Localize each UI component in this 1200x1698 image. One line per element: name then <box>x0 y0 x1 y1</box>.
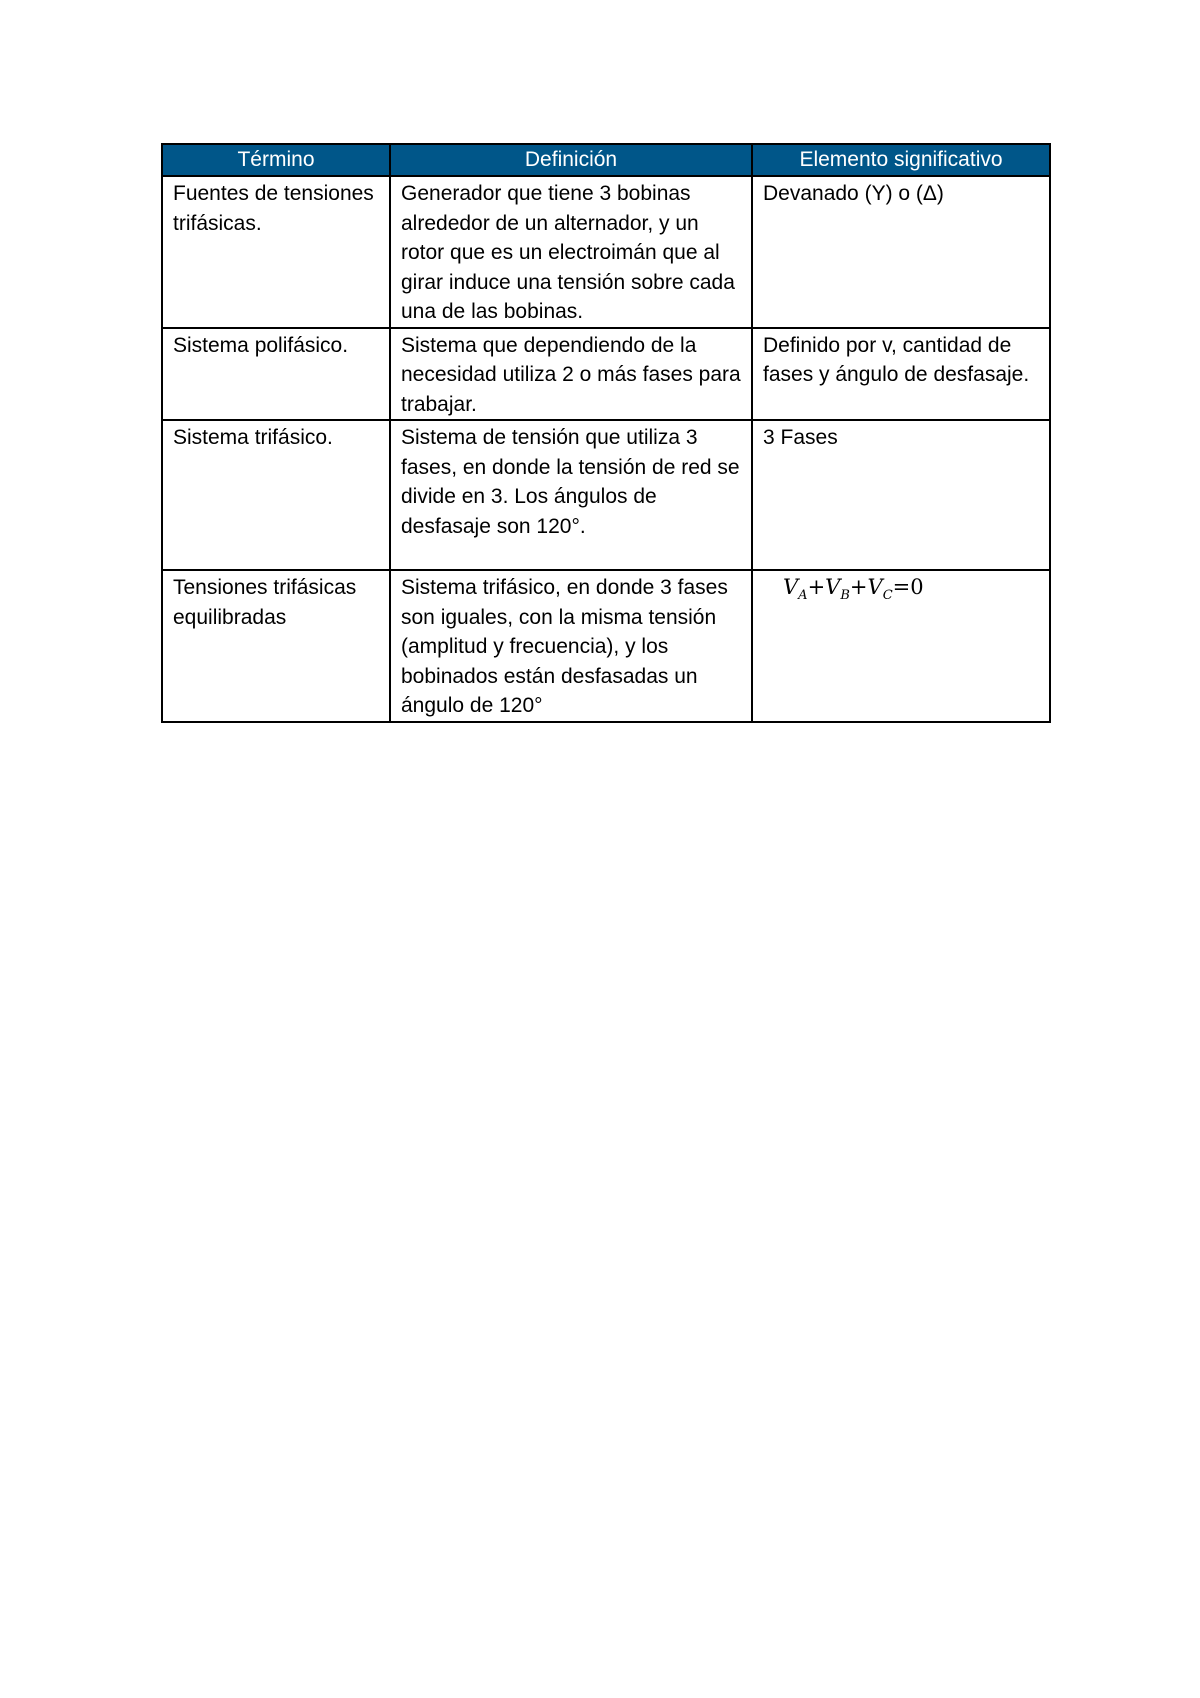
term-cell: Sistema polifásico. <box>162 328 390 421</box>
definition-cell: Sistema trifásico, en donde 3 fases son iguales, con la misma tensión (amplitud y frecuencia), y los bobinados están desfasadas un ángulo de 120° <box>390 570 752 722</box>
table-row <box>162 176 1050 328</box>
formula-equals: = <box>892 575 911 599</box>
element-cell: Definido por v, cantidad de fases y ángulo de desfasaje. <box>752 328 1050 421</box>
formula-v: V <box>825 575 841 599</box>
term-cell: Fuentes de tensiones trifásicas. <box>162 176 390 328</box>
header-definition: Definición <box>390 144 752 176</box>
balanced-voltage-formula <box>763 575 924 604</box>
term-cell: Tensiones trifásicas equilibradas <box>162 570 390 722</box>
formula-sub-b: B <box>840 588 850 604</box>
formula-plus: + <box>807 575 826 599</box>
term-cell: Sistema trifásico. <box>162 420 390 570</box>
header-element: Elemento significativo <box>752 144 1050 176</box>
table-row <box>162 328 1050 421</box>
formula-v: V <box>867 575 883 599</box>
definition-cell: Generador que tiene 3 bobinas alrededor de un alternador, y un rotor que es un electroimán que al girar induce una tensión sobre cada una de las bobinas. <box>390 176 752 328</box>
terms-table <box>161 143 1051 723</box>
element-cell: 3 Fases <box>752 420 1050 570</box>
element-cell <box>752 570 1050 722</box>
table-header-row <box>162 144 1050 176</box>
definition-cell: Sistema de tensión que utiliza 3 fases, en donde la tensión de red se divide en 3. Los ángulos de desfasaje son 120°. <box>390 420 752 570</box>
definition-cell: Sistema que dependiendo de la necesidad utiliza 2 o más fases para trabajar. <box>390 328 752 421</box>
formula-plus: + <box>849 575 868 599</box>
table-row <box>162 570 1050 722</box>
table-row <box>162 420 1050 570</box>
formula-zero: 0 <box>910 575 924 599</box>
formula-v: V <box>783 575 799 599</box>
formula-sub-a: A <box>798 588 808 604</box>
formula-sub-c: C <box>882 588 893 604</box>
header-term: Término <box>162 144 390 176</box>
element-cell: Devanado (Y) o (Δ) <box>752 176 1050 328</box>
